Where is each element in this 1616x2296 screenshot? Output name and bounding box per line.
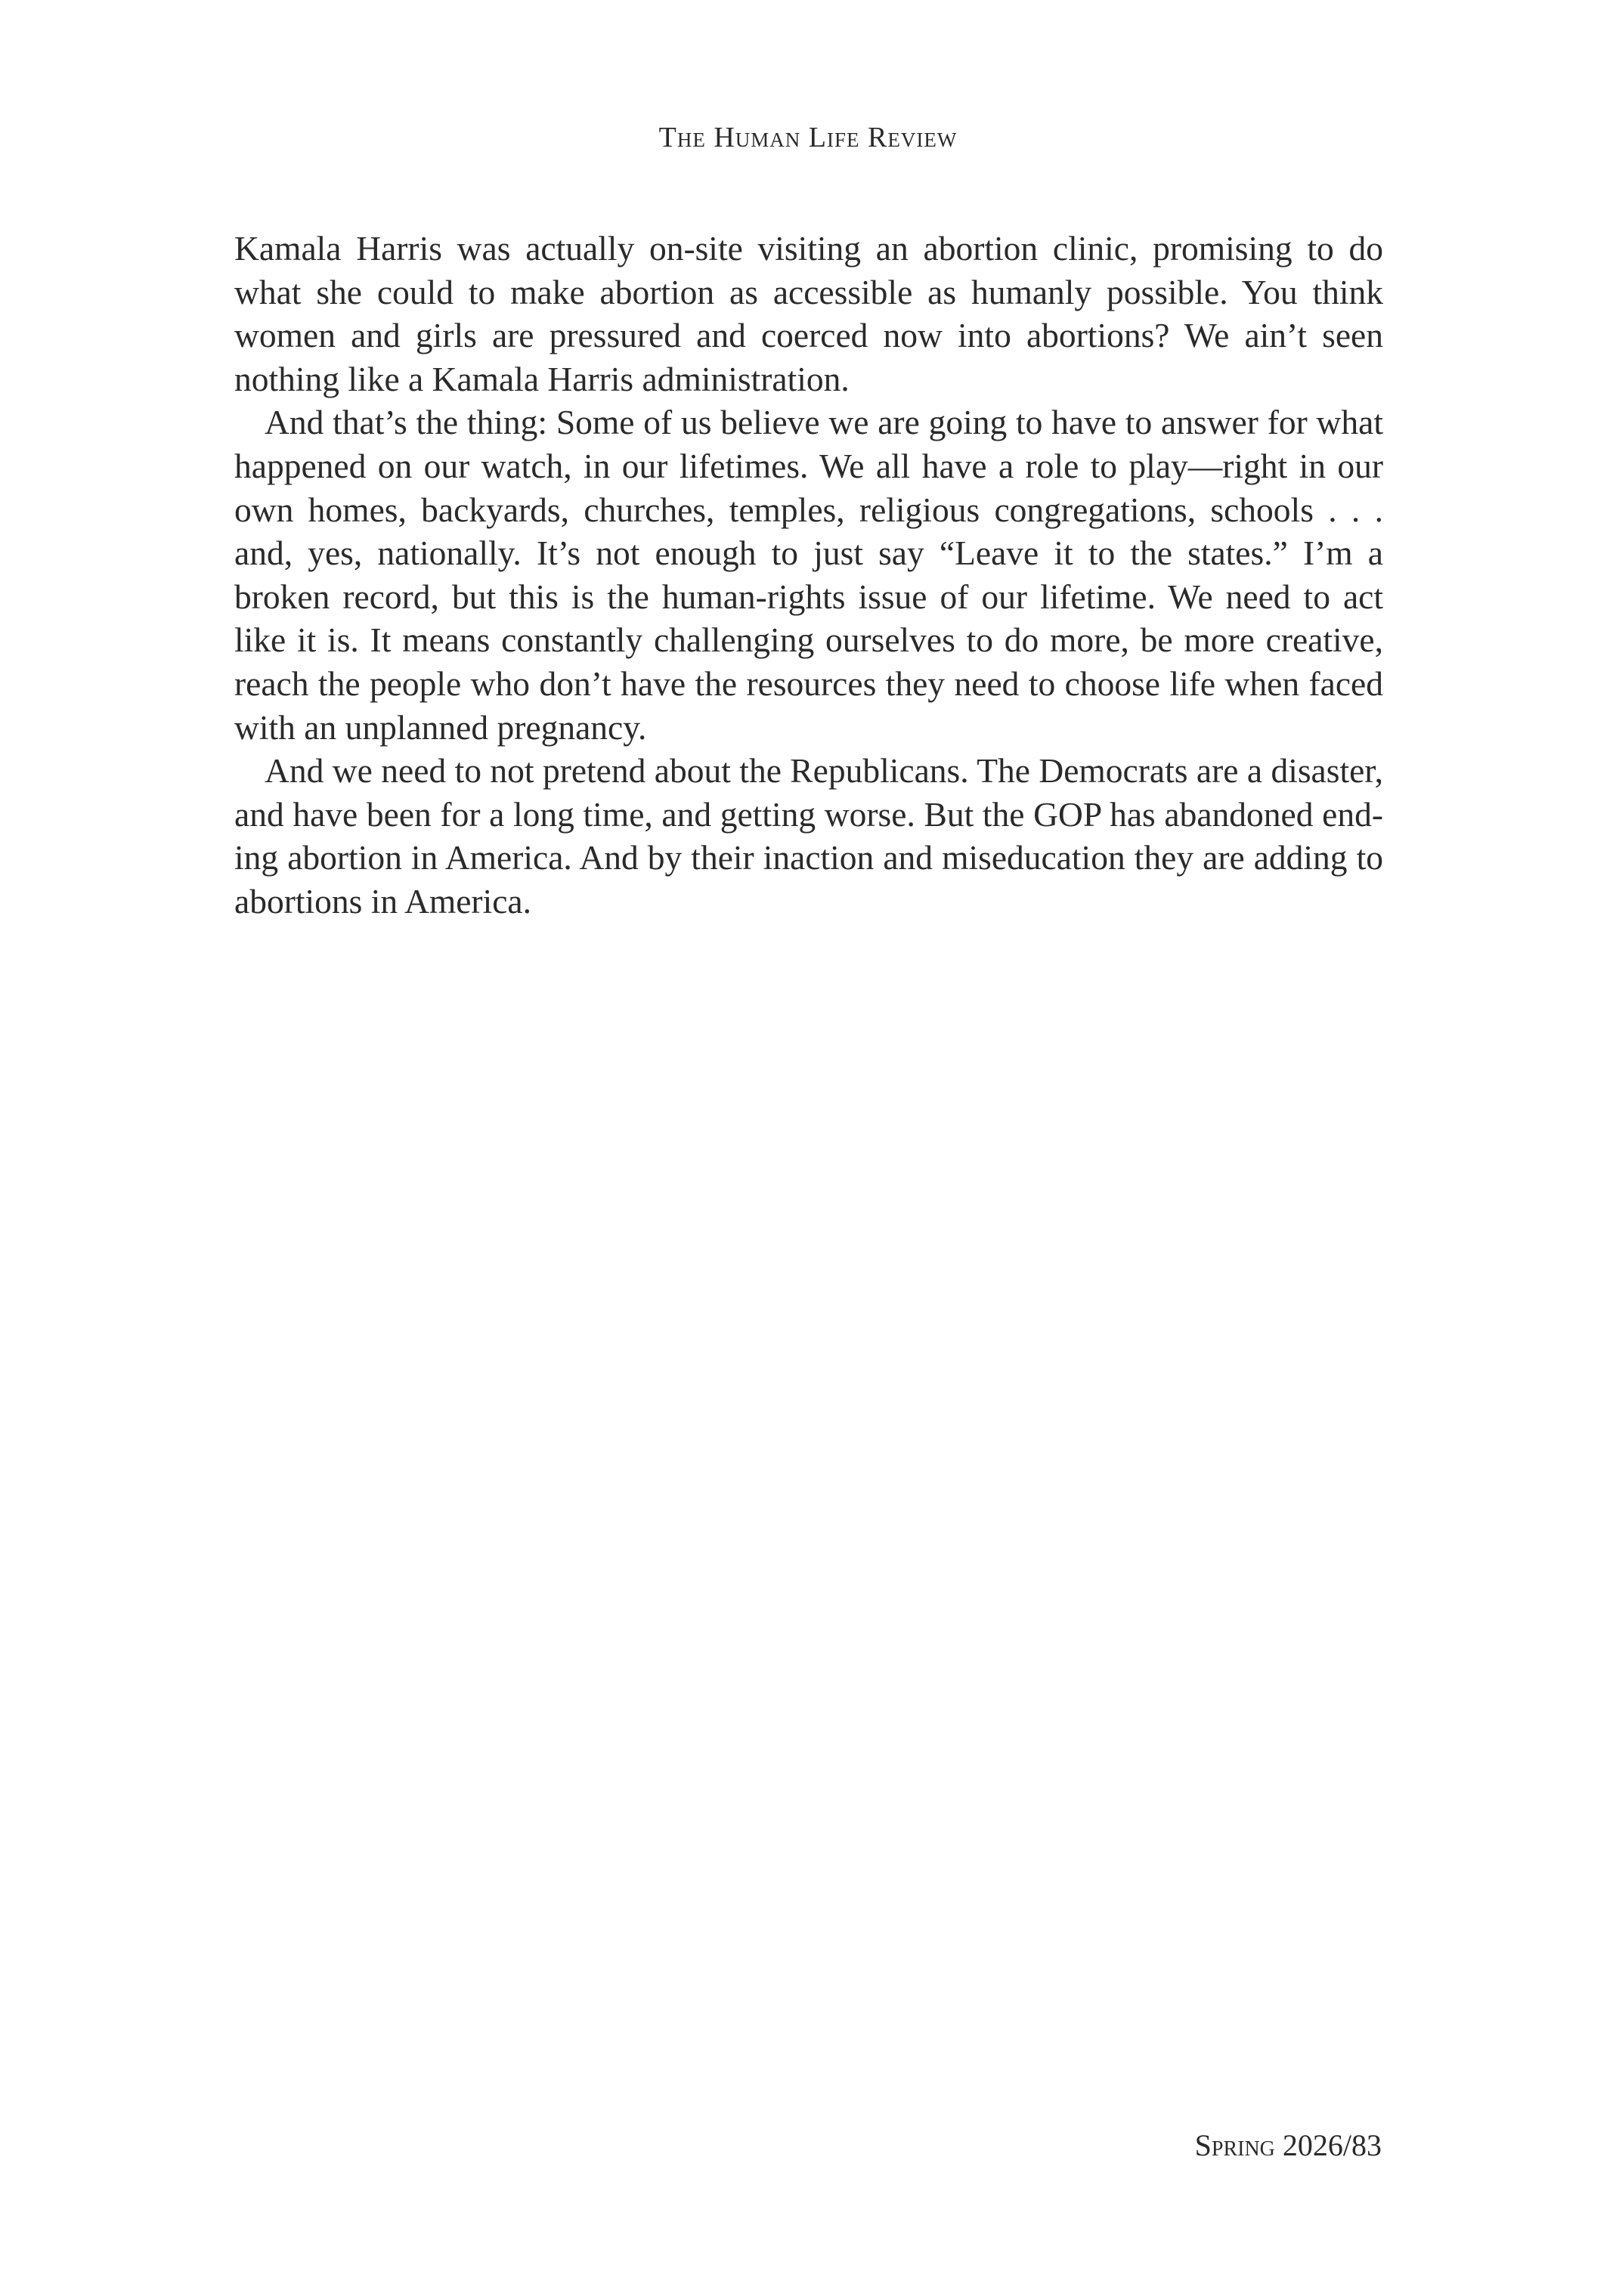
paragraph-1: Kamala Harris was actually on-site visiting an abortion clinic, promising to do what she could to make abortion as accessible as humanly possible. You think women and girls are pressured and coerced now into abortions? We ain’t seen nothing like a Kamala Harris administration. [234, 229, 1383, 398]
paragraph-2: And that’s the thing: Some of us believe we are going to have to answer for what happened on our watch, in our lifetimes. We all have a role to play—right in our own homes, backyards, churches, temples, religious congregations, schools . . . and, yes, nationally. It’s not enough to just say “Leave it to the states.” I’m a broken record, but this is the human-rights issue of our lifetime. We need to act like it is. It means constantly challenging ourselves to do more, be more creative, reach the people who don’t have the resources they need to choose life when faced with an unplanned pregnancy. [234, 403, 1383, 747]
running-head: The Human Life Review [658, 122, 958, 153]
paragraph-3: And we need to not pretend about the Republicans. The Democrats are a disaster, and have been for a long time, and getting worse. But the GOP has abandoned ending abortion in America. And by their inaction and miseducation they are adding to abortions in America. [234, 751, 1383, 921]
article-body [234, 227, 1383, 924]
page-folio: Spring 2026/83 [1194, 2128, 1382, 2162]
